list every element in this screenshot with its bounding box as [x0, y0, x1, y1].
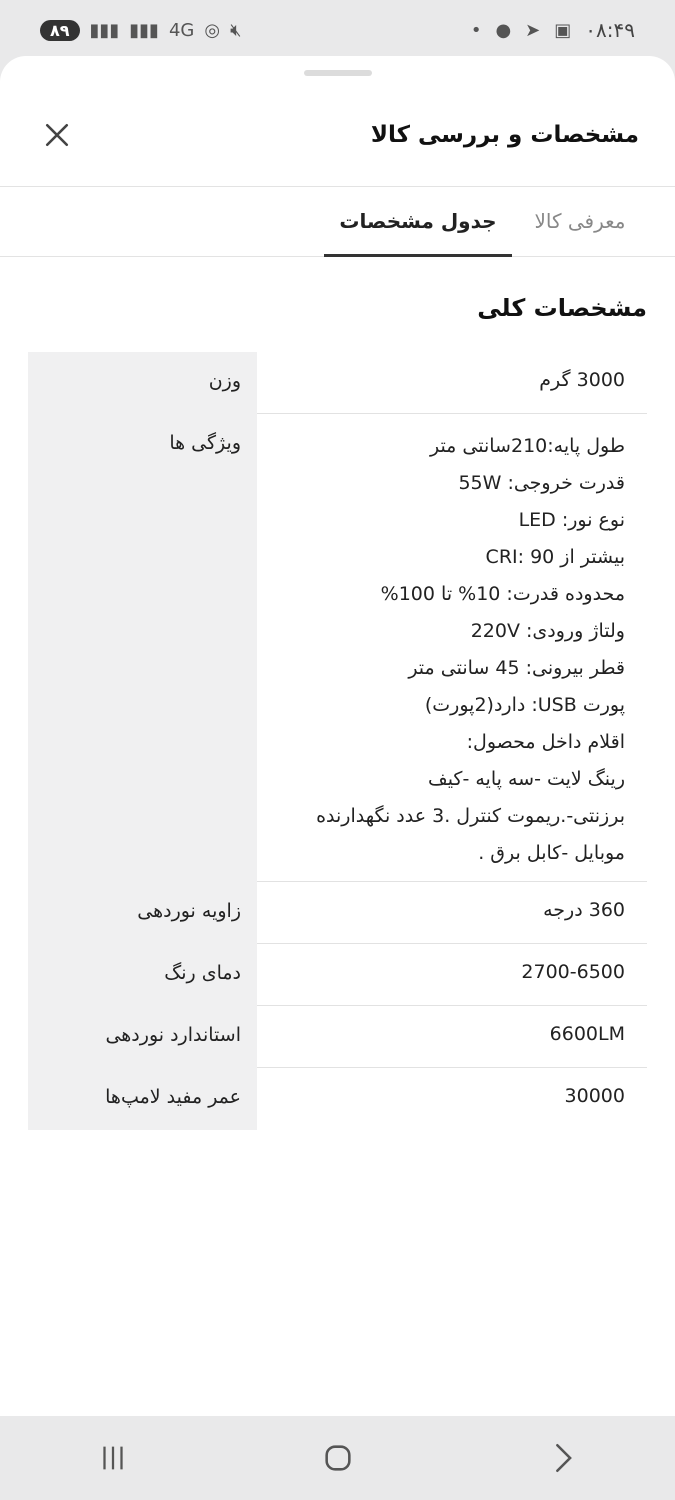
- drag-handle[interactable]: [304, 70, 372, 76]
- spec-row-lamp-life: [28, 1068, 647, 1130]
- spec-value-features: [257, 414, 647, 882]
- screenshot-icon: ▣: [554, 19, 572, 41]
- feature-line: ولتاژ ورودی: 220V: [470, 620, 625, 642]
- send-icon: ➤: [525, 19, 541, 41]
- spec-key: وزن: [28, 352, 257, 414]
- home-button[interactable]: [308, 1428, 368, 1488]
- bottom-sheet: [0, 56, 675, 1416]
- spec-row-features: [28, 414, 647, 882]
- spec-key: زاویه نوردهی: [28, 882, 257, 944]
- network-type: 4G: [168, 19, 195, 41]
- tab-bar: [0, 186, 675, 257]
- home-icon: [321, 1441, 355, 1475]
- recents-button[interactable]: [83, 1428, 143, 1488]
- clock: ۰۸:۴۹: [585, 18, 635, 42]
- chat-icon: ●: [495, 19, 512, 41]
- feature-line: موبایل -کابل برق .: [478, 842, 625, 864]
- sheet-title: مشخصات و بررسی کالا: [370, 122, 639, 148]
- back-icon: [546, 1441, 580, 1475]
- feature-line: اقلام داخل محصول:: [466, 731, 625, 753]
- tab-intro[interactable]: معرفی کالا: [534, 209, 626, 233]
- spec-value: 30000: [564, 1085, 625, 1107]
- close-button[interactable]: [40, 118, 74, 152]
- feature-line: قدرت خروجی: 55W: [458, 472, 625, 494]
- feature-line: نوع نور: LED: [518, 509, 625, 531]
- back-button[interactable]: [533, 1428, 593, 1488]
- feature-line: بیشتر از 90 :CRI: [485, 546, 625, 568]
- feature-line: پورت USB: دارد(2پورت): [424, 694, 625, 716]
- sheet-header: [0, 96, 675, 187]
- section-title: مشخصات کلی: [477, 294, 647, 322]
- spec-key: ویژگی ها: [28, 414, 257, 882]
- feature-line: برزنتی-.ریموت کنترل .3 عدد نگهدارنده: [316, 805, 625, 827]
- signal-icon-2: ▮▮▮: [129, 19, 159, 41]
- status-right: [471, 18, 635, 42]
- feature-line: محدوده قدرت: 10% تا 100%: [380, 583, 625, 605]
- tab-specs[interactable]: جدول مشخصات: [324, 186, 512, 256]
- navigation-bar: [0, 1416, 675, 1500]
- close-icon: [44, 122, 70, 148]
- status-left: [40, 20, 241, 41]
- spec-key: دمای رنگ: [28, 944, 257, 1006]
- mute-icon: 🔇︎: [230, 19, 242, 41]
- spec-row-light-standard: [28, 1006, 647, 1068]
- dot-icon: •: [470, 19, 482, 41]
- spec-value: 6600LM: [257, 1006, 647, 1068]
- spec-row-weight: [28, 352, 647, 414]
- feature-line: طول پایه:210سانتی متر: [429, 435, 625, 457]
- spec-value: 2700-6500: [257, 944, 647, 1006]
- status-bar: [0, 0, 675, 60]
- spec-key: عمر مفید لامپ‌ها: [28, 1068, 257, 1130]
- battery-indicator: ۸۹: [40, 20, 80, 41]
- spec-row-angle: [28, 882, 647, 944]
- spec-value: 360 درجه: [257, 882, 647, 944]
- spec-value: 3000 گرم: [257, 352, 647, 414]
- hotspot-icon: ◎: [204, 19, 221, 41]
- recents-icon: [96, 1441, 130, 1475]
- spec-table: [28, 352, 647, 1130]
- feature-line: قطر بیرونی: 45 سانتی متر: [408, 657, 625, 679]
- spec-row-color-temp: [28, 944, 647, 1006]
- spec-key: استاندارد نوردهی: [28, 1006, 257, 1068]
- feature-line: رینگ لایت -سه پایه -کیف: [428, 768, 625, 790]
- signal-icon: ▮▮▮: [89, 19, 120, 41]
